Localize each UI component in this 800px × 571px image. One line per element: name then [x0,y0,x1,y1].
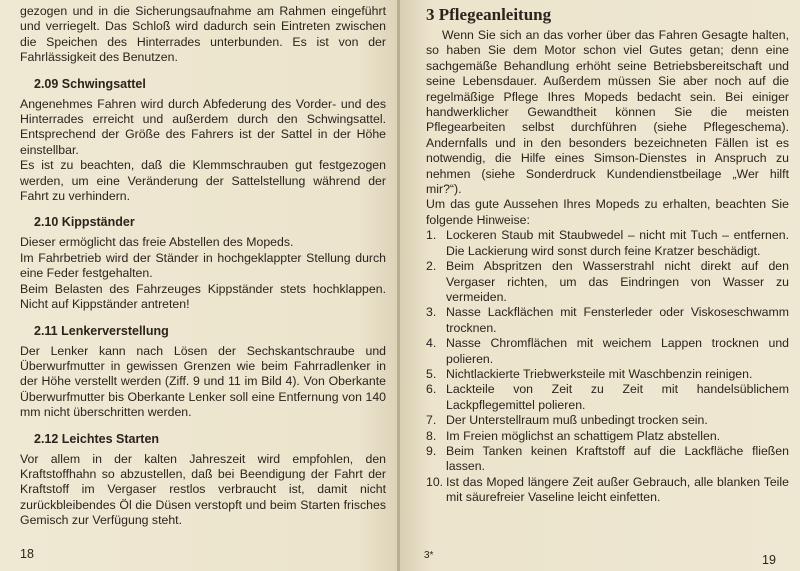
list-item [426,429,789,444]
left-intro-paragraph: gezogen und in die Sicherungsaufnahme am Rahmen eingeführt und verriegelt. Das Schloß wird dadurch sein Eintreten zwischen die Speichen des Hinterrades unterbunden. Es ist von der Fahrlässigkeit des Benutzen. [20,4,386,65]
list-item-text: Der Unterstellraum muß unbedingt trocken sein. [446,413,708,428]
list-item-text: Nasse Chromflächen mit weichem Lappen trocknen und polieren. [446,336,789,366]
page-number-right: 19 [762,553,776,567]
list-item [426,444,789,475]
list-item-number: 7. [426,413,437,428]
list-item-number: 1. [426,228,437,243]
list-item-number: 4. [426,336,437,351]
right-column [426,4,789,506]
chapter-title: 3 Pflegeanleitung [426,5,552,24]
list-item [426,382,789,413]
list-item-number: 8. [426,428,437,443]
list-item-number: 10. [426,474,444,489]
list-item-number: 5. [426,366,437,381]
list-item [426,228,789,259]
right-page [400,0,800,571]
list-item [426,336,789,367]
section-text: Vor allem in der kalten Jahreszeit wird empfohlen, den Kraftstoffhahn so abzustellen, daß bei Beendigung der Fahrt der Kraftstoff im Vergaser restlos verbraucht ist, damit nicht zurückbleibendes Öl die Düsen verstopft und beim Starten frisches Gemisch zur Verfügung steht. [20,451,386,528]
section-text: Der Lenker kann nach Lösen der Sechskantschraube und Überwurfmutter in gewissen Grenzen wie beim Fahrradlenker in der Höhe verstellt werden (Ziff. 9 und 11 im Bild 4). Von Oberkante Überwurfmutter bis Oberkante Lenker soll eine Entfernung von 140 mm nicht überschritten werden. [20,343,386,420]
list-item-text: Beim Abspritzen den Wasserstrahl nicht direkt auf den Vergaser richten, um das Eindringen von Wasser zu vermeiden. [446,259,789,304]
section-heading: 2.11 Lenkerverstellung [34,323,169,338]
list-item-text: Ist das Moped längere Zeit außer Gebrauch, alle blanken Teile mit säurefreier Vaseline leicht einfetten. [446,474,789,505]
signature-mark: 3* [424,550,434,561]
list-item-text: Nichtlackierte Triebwerksteile mit Waschbenzin reinigen. [446,366,753,381]
list-item [426,475,789,506]
right-intro-paragraph: Wenn Sie sich an das vorher über das Fahren Gesagte halten, so haben Sie dem Motor schon viel Gutes getan; denn eine sachgemäße Behandlung erhöht seine Betriebsbereitschaft und seine Lebensdauer. Außerdem müssen Sie aber noch auf die regelmäßige Pflege Ihres Mopeds bedacht sein. Bei einiger handwerklicher Gewandtheit können Sie die meisten Pflegearbeiten selbst durchführen (siehe Pflegeschema). Andernfalls und in den besonders bezeichneten Fällen ist es notwendig, die Hilfe eines Simson-Dienstes in Anspruch zu nehmen (siehe Sonderdruck Kundendienstbeilage „Wer hilft mir?“). [426,28,789,197]
section-heading: 2.12 Leichtes Starten [34,431,160,446]
list-item-text: Lackteile von Zeit zu Zeit mit handelsüblichem Lackpflegemittel polieren. [446,382,789,412]
section-heading: 2.10 Kippständer [34,215,135,230]
left-column [20,4,386,529]
list-item [426,259,789,305]
list-item-text: Beim Tanken keinen Kraftstoff auf die Lackfläche fließen lassen. [446,443,789,474]
section-text: Angenehmes Fahren wird durch Abfederung des Vorder- und des Hinterrades erreicht und außerdem durch den Schwingsattel. Entsprechend der Größe des Fahrers ist der Sattel in der Höhe einstellbar. Es ist zu beachten, daß die Klemmschrauben gut festgezogen werden, um eine Veränderung der Sattelstellung während der Fahrt zu verhindern. [20,96,386,204]
section-text: Dieser ermöglicht das freie Abstellen des Mopeds. Im Fahrbetrieb wird der Ständer in hochgeklappter Stellung durch eine Feder festgehalten. Beim Belasten des Fahrzeuges Kippständer stets hochklappen. Nicht auf Kippständer antreten! [20,235,386,312]
section-heading: 2.09 Schwingsattel [34,76,146,91]
list-item-number: 6. [426,382,437,397]
care-instructions-list [426,228,789,505]
right-lead-paragraph: Um das gute Aussehen Ihres Mopeds zu erhalten, beachten Sie folgende Hinweise: [426,197,789,227]
list-item-text: Nasse Lackflächen mit Fensterleder oder Viskoseschwamm trocknen. [446,305,789,335]
list-item-number: 9. [426,443,437,458]
list-item [426,367,789,382]
list-item [426,305,789,336]
list-item-number: 2. [426,259,437,274]
list-item-text: Im Freien möglichst an schattigem Platz abstellen. [446,428,721,443]
left-page [0,0,398,571]
list-item-text: Lockeren Staub mit Staubwedel – nicht mit Tuch – entfernen. Die Lackierung wird sonst durch feine Kratzer beschädigt. [446,228,789,258]
list-item-number: 3. [426,305,437,320]
list-item [426,413,789,428]
page-number-left: 18 [20,547,34,561]
